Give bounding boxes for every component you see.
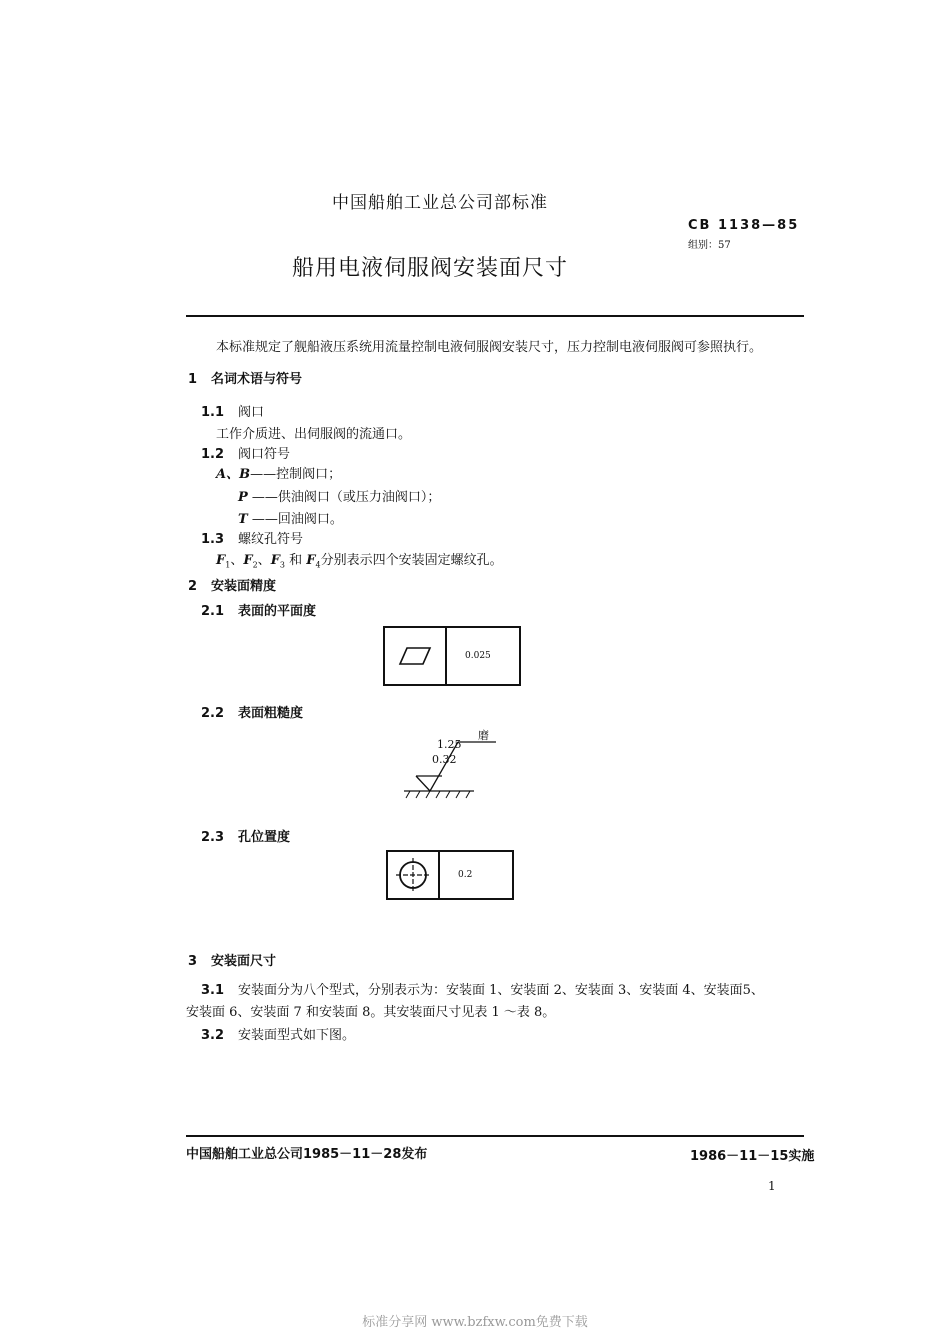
roughness-upper-value: 1.25: [437, 738, 462, 751]
effective-date: 1986－11－15实施: [690, 1149, 815, 1164]
hole-index: 1: [225, 560, 231, 570]
section-3-2: [201, 1024, 355, 1043]
flatness-value: 0.025: [465, 651, 491, 661]
section-number: 3.1: [201, 983, 225, 998]
hole-index: 3: [279, 560, 286, 570]
conjunction: 和: [285, 553, 307, 568]
port-description: ——控制阀口；: [250, 467, 342, 482]
section-number: 1.2: [201, 447, 225, 462]
flatness-icon: [385, 628, 447, 684]
flatness-tolerance-frame: [383, 626, 521, 686]
hole-symbol: F: [270, 553, 280, 568]
section-title: 表面的平面度: [238, 604, 317, 619]
section-2-heading: [188, 575, 276, 594]
section-title: 阀口符号: [238, 447, 291, 462]
section-number: 3.2: [201, 1028, 225, 1043]
roughness-lower-value: 0.32: [432, 753, 457, 766]
section-3-1-line-1: [201, 979, 764, 998]
port-description: ——回油阀口。: [251, 512, 343, 527]
port-description: ——供油阀口（或压力油阀口）；: [251, 490, 441, 505]
footer-divider: [186, 1135, 804, 1137]
section-1-1-text: 工作介质进、出伺服阀的流通口。: [216, 427, 412, 442]
hole-symbol: F: [216, 553, 226, 568]
port-symbol-line-ab: [216, 463, 341, 482]
separator: 、: [257, 553, 271, 568]
section-title: 安装面精度: [211, 579, 277, 594]
group-number: 组别：57: [688, 240, 731, 251]
organization-title: 中国船舶工业总公司部标准: [332, 193, 548, 213]
header-divider: [186, 315, 804, 317]
port-symbol-line-p: [238, 486, 440, 505]
hole-index: 2: [252, 560, 258, 570]
site-watermark: 标准分享网 www.bzfxw.com免费下载: [362, 1315, 588, 1330]
page-number: 1: [768, 1179, 776, 1193]
section-number: 1.3: [201, 532, 225, 547]
section-title: 名词术语与符号: [211, 372, 303, 387]
section-number: 2: [188, 579, 198, 594]
position-value: 0.2: [458, 870, 473, 880]
section-1-1-heading: [201, 401, 264, 420]
section-number: 2.3: [201, 830, 225, 845]
section-3-heading: [188, 950, 276, 969]
section-text: 安装面分为八个型式，分别表示为：安装面 1、安装面 2、安装面 3、安装面 4、安装面5、: [238, 983, 764, 998]
section-number: 2.1: [201, 604, 225, 619]
section-3-1-line-2: 安装面 6、安装面 7 和安装面 8。其安装面尺寸见表 1 ～表 8。: [186, 1005, 556, 1020]
section-2-3-heading: [201, 826, 290, 845]
section-number: 2.2: [201, 706, 225, 721]
standard-code: CB 1138—85: [688, 218, 800, 233]
section-1-heading: [188, 368, 302, 387]
section-title: 安装面尺寸: [211, 954, 277, 969]
hole-description: 分别表示四个安装固定螺纹孔。: [320, 553, 503, 568]
section-title: 阀口: [238, 405, 265, 420]
section-number: 1.1: [201, 405, 225, 420]
section-title: 螺纹孔符号: [238, 532, 304, 547]
thread-hole-symbols: [216, 549, 503, 570]
separator: 、: [230, 553, 244, 568]
hole-symbol: F: [243, 553, 253, 568]
port-symbol: P: [238, 490, 248, 505]
position-icon: [388, 852, 440, 898]
hole-index: 4: [315, 560, 321, 570]
document-title: 船用电液伺服阀安装面尺寸: [291, 256, 568, 281]
hole-symbol: F: [306, 553, 316, 568]
port-symbol-line-t: [238, 508, 343, 527]
section-number: 3: [188, 954, 198, 969]
machining-method: 磨: [478, 729, 489, 742]
intro-paragraph: 本标准规定了舰船液压系统用流量控制电液伺服阀安装尺寸，压力控制电液伺服阀可参照执行。: [216, 340, 763, 355]
position-tolerance-frame: [386, 850, 514, 900]
port-symbol: T: [238, 512, 248, 527]
section-1-3-heading: [201, 528, 303, 547]
port-symbol: A、B: [216, 467, 251, 482]
section-2-1-heading: [201, 600, 316, 619]
section-number: 1: [188, 372, 198, 387]
section-1-2-heading: [201, 443, 290, 462]
section-text: 安装面型式如下图。: [238, 1028, 356, 1043]
section-2-2-heading: [201, 702, 303, 721]
section-title: 表面粗糙度: [238, 706, 304, 721]
section-title: 孔位置度: [238, 830, 291, 845]
issue-date: 中国船舶工业总公司1985－11－28发布: [186, 1147, 428, 1162]
